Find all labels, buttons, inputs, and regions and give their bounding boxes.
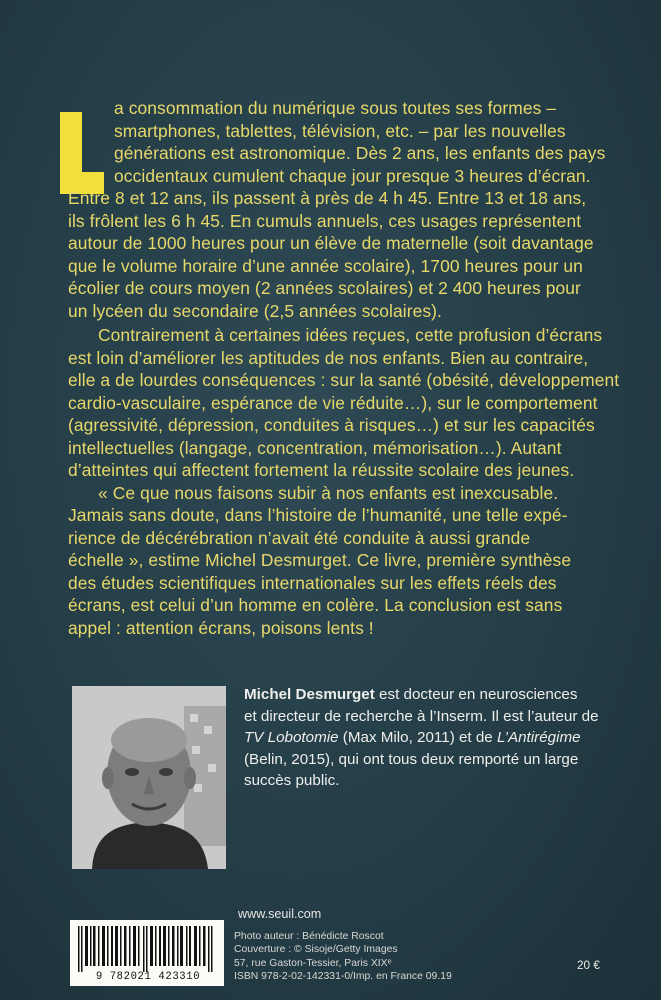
- barcode-digits: 9 782021 423310: [95, 971, 201, 983]
- blurb-line: smartphones, tablettes, télévision, etc. – par les nouvelles: [114, 120, 566, 141]
- publisher-website: www.seuil.com: [238, 907, 322, 921]
- blurb-paragraph-3: [68, 482, 608, 640]
- book-title: L’Antirégime: [496, 729, 581, 746]
- blurb-line: autour de 1000 heures pour un élève de maternelle (soit davantage: [68, 233, 594, 253]
- bio-line: et directeur de recherche à l’Inserm. Il est l’auteur de: [244, 707, 599, 725]
- bio-line: TV Lobotomie (Max Milo, 2011) et de L’Antirégime: [244, 729, 581, 746]
- blurb-line: écolier de cours moyen (2 années scolaires) et 2 400 heures pour: [68, 278, 581, 298]
- blurb-line: est loin d’améliorer les aptitudes de nos enfants. Bien au contraire,: [68, 347, 589, 368]
- price-label: 20 €: [577, 958, 600, 972]
- credit-line: 57, rue Gaston-Tessier, Paris XIXᵉ: [234, 957, 392, 969]
- blurb-line: des études scientifiques internationales sur les effets réels des: [68, 572, 557, 593]
- blurb-line: Jamais sans doute, dans l’histoire de l’humanité, une telle expé-: [68, 505, 568, 525]
- author-photo: [72, 686, 226, 869]
- credit-line: ISBN 978-2-02-142331-0/Imp. en France 09.19: [234, 970, 452, 982]
- credits-block: [234, 930, 452, 983]
- author-portrait-illustration: [72, 686, 226, 869]
- blurb-line: rience de décérébration n’avait été conduite à aussi grande: [68, 527, 531, 548]
- blurb-line: « Ce que nous faisons subir à nos enfants est inexcusable.: [98, 482, 559, 503]
- credit-line: Couverture : © Sisoje/Getty Images: [234, 944, 398, 956]
- blurb-line: Entre 8 et 12 ans, ils passent à près de 4 h 45. Entre 13 et 18 ans,: [68, 188, 587, 208]
- blurb-line: cardio-vasculaire, espérance de vie réduite…), sur le comportement: [68, 392, 598, 413]
- blurb-line: un lycéen du secondaire (2,5 années scolaires).: [68, 300, 442, 321]
- blurb-line: occidentaux cumulent chaque jour presque 3 heures d’écran.: [114, 165, 591, 186]
- author-bio: [244, 684, 624, 792]
- blurb-line: générations est astronomique. Dès 2 ans, les enfants des pays: [114, 143, 606, 163]
- blurb-line: intellectuelles (langage, concentration, mémorisation…). Autant: [68, 437, 562, 458]
- blurb-line: écrans, est celui d’un homme en colère. La conclusion est sans: [68, 595, 563, 615]
- author-name: Michel Desmurget: [244, 686, 375, 703]
- blurb-line: échelle », estime Michel Desmurget. Ce livre, première synthèse: [68, 550, 572, 570]
- back-cover-blurb: [68, 97, 620, 639]
- blurb-paragraph-1: [68, 97, 608, 322]
- credit-line: Photo auteur : Bénédicte Roscot: [234, 931, 384, 942]
- bio-line: (Belin, 2015), qui ont tous deux remporté un large: [244, 750, 579, 768]
- bio-line: succès public.: [244, 772, 340, 789]
- blurb-line: d’atteintes qui affectent fortement la réussite scolaire des jeunes.: [68, 460, 575, 480]
- blurb-line: a consommation du numérique sous toutes ses formes –: [114, 98, 557, 118]
- blurb-line: que le volume horaire d’une année scolaire), 1700 heures pour un: [68, 255, 583, 276]
- blurb-line: appel : attention écrans, poisons lents !: [68, 617, 374, 638]
- blurb-line: elle a de lourdes conséquences : sur la santé (obésité, développement: [68, 370, 620, 390]
- bio-line: Michel Desmurget est docteur en neurosciences: [244, 686, 578, 703]
- blurb-line: ils frôlent les 6 h 45. En cumuls annuels, ces usages représentent: [68, 210, 582, 231]
- book-title: TV Lobotomie: [244, 729, 339, 746]
- blurb-paragraph-2: [68, 324, 620, 482]
- blurb-line: Contrairement à certaines idées reçues, cette profusion d’écrans: [98, 325, 603, 345]
- barcode-bars: [76, 926, 218, 972]
- isbn-barcode: [70, 920, 224, 986]
- blurb-line: (agressivité, dépression, conduites à risques…) et sur les capacités: [68, 415, 595, 435]
